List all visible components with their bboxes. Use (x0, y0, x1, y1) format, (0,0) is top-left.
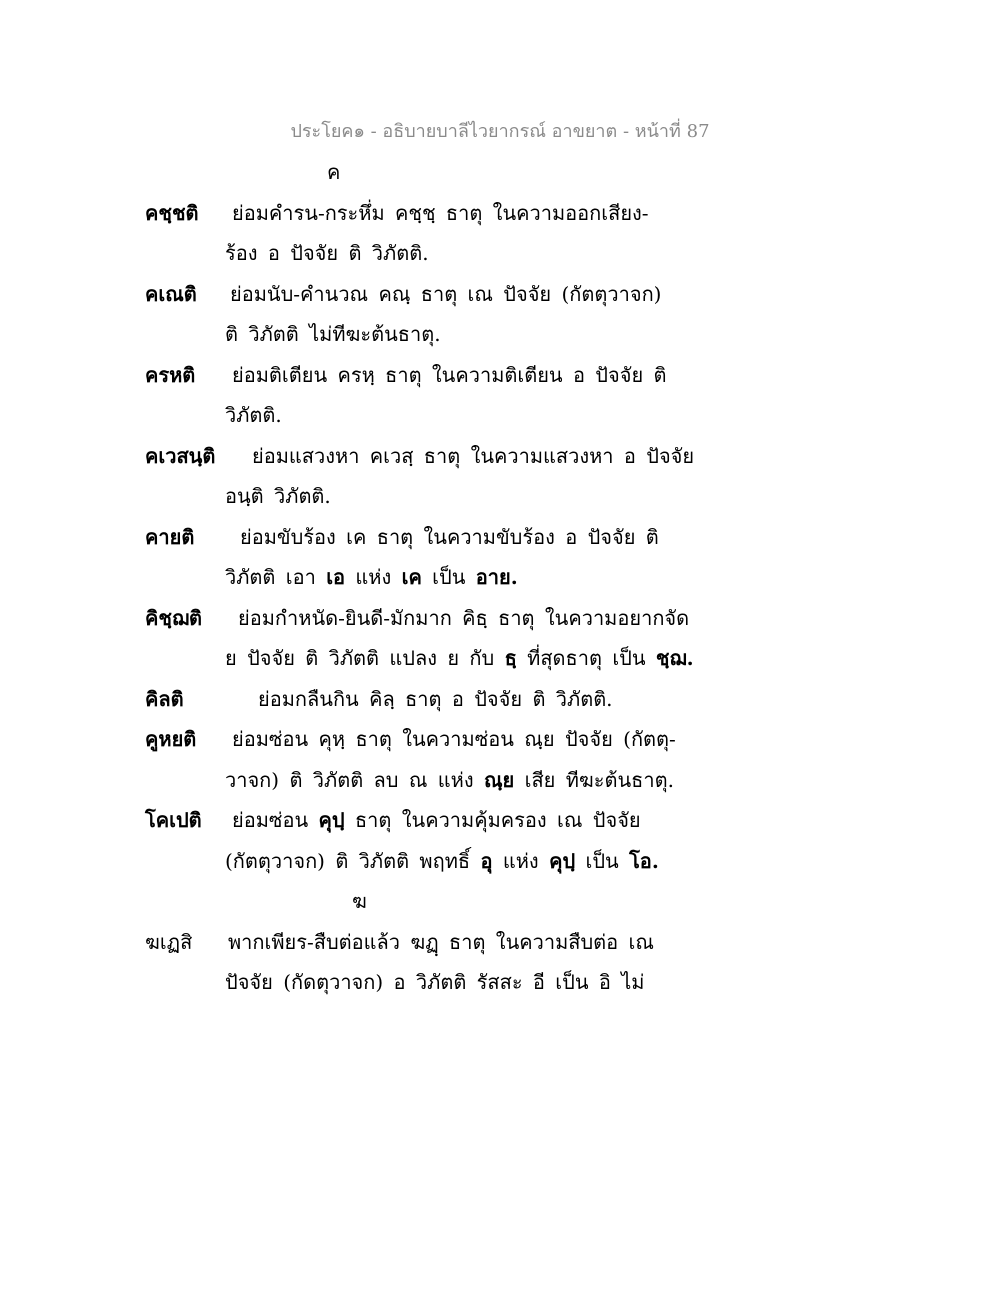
dictionary-entry (0, 679, 1000, 720)
entry-line (0, 193, 1000, 234)
emphasized-form: อาย. (475, 565, 518, 590)
emphasized-form: ธฺ (504, 646, 517, 671)
running-header: ประโยค๑ - อธิบายบาลีไวยากรณ์ อาขยาต - หน้าที่ 87 (290, 121, 710, 142)
definition-line (230, 274, 661, 315)
entry-term: ครหติ (145, 362, 196, 387)
definition-text: ย่อมขับร้อง เค ธาตุ ในความขับร้อง อ ปัจจัย ติ (240, 524, 659, 549)
entry-term: คิลติ (145, 686, 184, 711)
definition-text: เป็น (421, 565, 476, 590)
dictionary-entry (0, 436, 1000, 517)
entry-term: ฆเฏสิ (145, 929, 193, 954)
entry-term: คเณติ (145, 281, 197, 306)
definition-line (225, 638, 694, 679)
definition-text: ย่อมคำรน-กระหึ่ม คชฺชฺ ธาตุ ในความออกเสียง- (232, 200, 649, 225)
dictionary-entry (0, 800, 1000, 881)
definition-line (238, 598, 689, 639)
entry-line (0, 800, 1000, 841)
definition-text: ร้อง อ ปัจจัย ติ วิภัตติ. (225, 241, 429, 266)
definition-line (225, 314, 441, 355)
definition-text: ที่สุดธาตุ เป็น (516, 646, 656, 671)
emphasized-form: เค (401, 565, 422, 590)
definition-line (232, 355, 667, 396)
definition-text: ย่อมกลืนกิน คิลฺ ธาตุ อ ปัจจัย ติ วิภัตติ. (258, 686, 613, 711)
definition-text: แห่ง (345, 565, 402, 590)
definition-text: ย่อมซ่อน (232, 808, 319, 833)
definition-text: เสีย ทีฆะต้นธาตุ. (514, 767, 674, 792)
entry-line (0, 314, 1000, 355)
definition-line (225, 841, 659, 882)
definition-line (228, 922, 654, 963)
definition-line (232, 719, 676, 760)
entry-term: คิชฺฌติ (145, 605, 203, 630)
definition-text: วาจก) ติ วิภัตติ ลบ ณ แห่ง (225, 767, 484, 792)
definition-text: ย่อมซ่อน คุหฺ ธาตุ ในความซ่อน ณฺย ปัจจัย (กัตตุ- (232, 727, 676, 752)
section-heading (0, 152, 1000, 193)
entry-line (0, 274, 1000, 315)
definition-line (225, 760, 674, 801)
definition-text: ย่อมแสวงหา คเวสฺ ธาตุ ในความแสวงหา อ ปัจจัย (252, 443, 695, 468)
definition-text: ย่อมนับ-คำนวณ คณฺ ธาตุ เณ ปัจจัย (กัตตุวาจก) (230, 281, 662, 306)
entry-term: คูหยติ (145, 727, 197, 752)
entry-line (0, 436, 1000, 477)
emphasized-form: คุปฺ (318, 808, 345, 833)
definition-text: พากเพียร-สืบต่อแล้ว ฆฏฺ ธาตุ ในความสืบต่อ เณ (228, 929, 654, 954)
entry-line (0, 638, 1000, 679)
definition-text: ย่อมกำหนัด-ยินดี-มักมาก คิธฺ ธาตุ ในความอยากจัด (238, 605, 690, 630)
definition-text: ย่อมติเตียน ครหฺ ธาตุ ในความติเตียน อ ปัจจัย ติ (232, 362, 667, 387)
definition-line (225, 962, 644, 1003)
entry-line (0, 233, 1000, 274)
definition-line (232, 800, 641, 841)
definition-line (252, 436, 694, 477)
dictionary-entry (0, 598, 1000, 679)
entry-line (0, 355, 1000, 396)
glossary-body (0, 152, 1000, 1003)
definition-line (225, 233, 429, 274)
definition-text: เป็น (575, 848, 630, 873)
entry-line (0, 395, 1000, 436)
entry-line (0, 598, 1000, 639)
definition-line (225, 557, 518, 598)
definition-text: ธาตุ ในความคุ้มครอง เณ ปัจจัย (344, 808, 641, 833)
definition-line (258, 679, 613, 720)
dictionary-entry (0, 355, 1000, 436)
definition-text: ย ปัจจัย ติ วิภัตติ แปลง ย กับ (225, 646, 505, 671)
dictionary-entry (0, 922, 1000, 1003)
definition-text: (กัตตุวาจก) ติ วิภัตติ พฤทธิ์ (225, 848, 481, 873)
definition-text: อนฺติ วิภัตติ. (225, 484, 331, 509)
entry-line (0, 517, 1000, 558)
definition-text: ติ วิภัตติ ไม่ทีฆะต้นธาตุ. (225, 322, 441, 347)
entry-term: คชฺชติ (145, 200, 199, 225)
emphasized-form: โอ. (629, 848, 659, 873)
definition-text: วิภัตติ. (225, 403, 282, 428)
entry-term: คายติ (145, 524, 195, 549)
entry-term: โคเปติ (145, 808, 202, 833)
definition-text: แห่ง (492, 848, 550, 873)
definition-line (225, 476, 331, 517)
section-letter: ค (327, 160, 341, 185)
entry-line (0, 476, 1000, 517)
section-heading (0, 881, 1000, 922)
emphasized-form: อุ (480, 848, 493, 873)
section-letter: ฆ (352, 889, 367, 914)
entry-line (0, 679, 1000, 720)
emphasized-form: คุปฺ (549, 848, 576, 873)
dictionary-entry (0, 517, 1000, 598)
definition-line (232, 193, 649, 234)
emphasized-form: เอ (326, 565, 346, 590)
entry-line (0, 922, 1000, 963)
entry-term: คเวสนฺติ (145, 443, 216, 468)
emphasized-form: ณฺย (483, 767, 515, 792)
entry-line (0, 841, 1000, 882)
definition-text: วิภัตติ เอา (225, 565, 327, 590)
definition-line (225, 395, 282, 436)
dictionary-entry (0, 274, 1000, 355)
definition-text: ปัจจัย (กัดตุวาจก) อ วิภัตติ รัสสะ อี เป็น อิ ไม่ (225, 970, 645, 995)
dictionary-entry (0, 193, 1000, 274)
entry-line (0, 719, 1000, 760)
entry-line (0, 962, 1000, 1003)
definition-line (240, 517, 659, 558)
entry-line (0, 557, 1000, 598)
emphasized-form: ชฺฌ. (655, 646, 694, 671)
dictionary-entry (0, 719, 1000, 800)
entry-line (0, 760, 1000, 801)
